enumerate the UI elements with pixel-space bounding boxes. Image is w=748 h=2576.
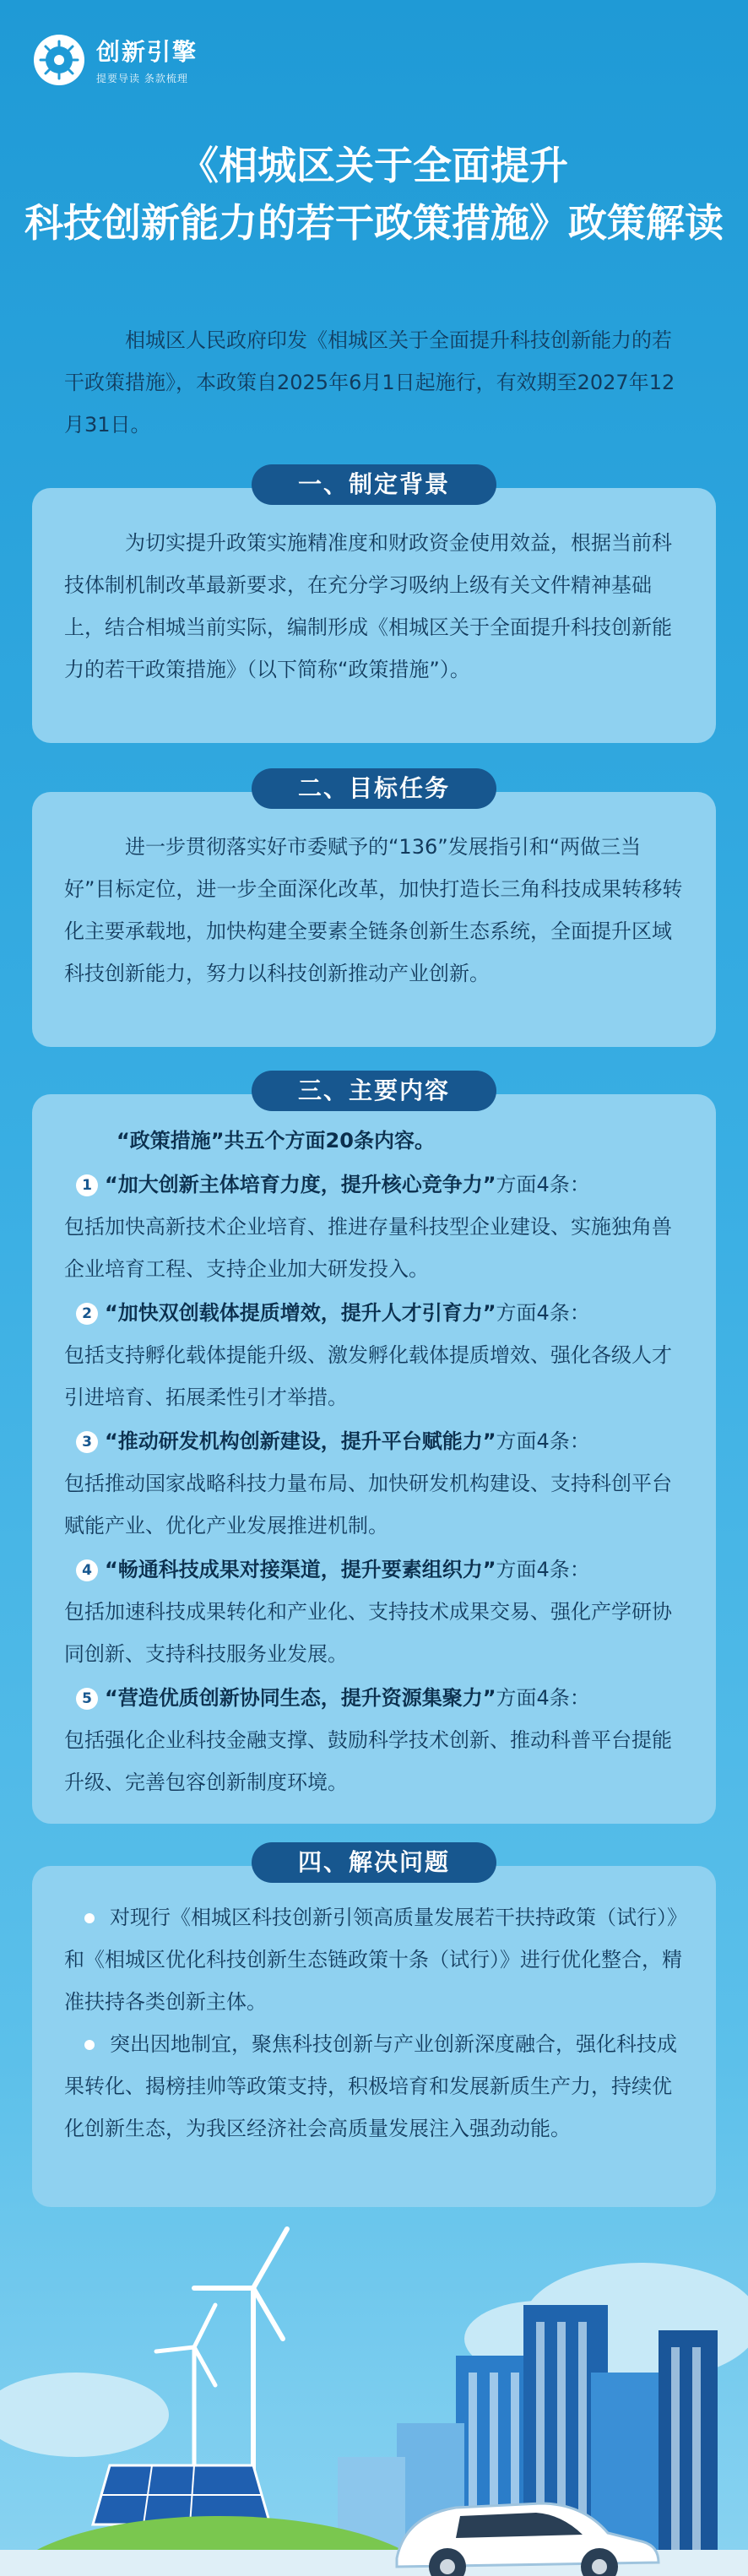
solar-panel-icon: [93, 2465, 270, 2524]
section-goals-badge: 二、目标任务: [252, 768, 496, 809]
section-goals-card: [32, 792, 716, 1047]
content-item-5-desc: 包括强化企业科技金融支撑、鼓励科学技术创新、推动科普平台提能升级、完善包容创新制度环境。: [64, 1728, 672, 1794]
bullet-dot-icon: [84, 1913, 95, 1923]
problem-text: 突出因地制宜，聚焦科技创新与产业创新深度融合，强化科技成果转化、揭榜挂帅等政策支持，积极培育和发展新质生产力，持续优化创新生态，为我区经济社会高质量发展注入强劲动能。: [64, 2032, 677, 2140]
problem-text: 对现行《相城区科技创新引领高质量发展若干扶持政策（试行）》和《相城区优化科技创新生态链政策十条（试行）》进行优化整合，精准扶持各类创新主体。: [64, 1906, 682, 2014]
item-title: “加快双创载体提质增效，提升人才引育力”: [105, 1301, 496, 1325]
section-content-card: [32, 1094, 716, 1824]
content-item-3-desc: 包括推动国家战略科技力量布局、加快研发机构建设、支持科创平台赋能产业、优化产业发展推进机制。: [64, 1472, 672, 1537]
title-line-1: 《相城区关于全面提升: [180, 143, 568, 188]
content-item-3: [64, 1420, 686, 1462]
content-lead: “政策措施”共五个方面20条内容。: [117, 1129, 435, 1152]
problem-bullet-2: [64, 2023, 686, 2150]
problem-bullet-1: [64, 1896, 686, 2023]
item-title: “畅通科技成果对接渠道，提升要素组织力”: [105, 1558, 496, 1581]
title-line-2: 科技创新能力的若干政策措施》政策解读: [24, 200, 724, 246]
item-count: 方面4条：: [496, 1429, 590, 1453]
brand-logo: [34, 34, 198, 85]
city-illustration: [0, 2195, 748, 2576]
content-item-5: [64, 1677, 686, 1719]
item-number-icon: 3: [76, 1431, 98, 1453]
item-count: 方面4条：: [496, 1558, 590, 1581]
item-number-icon: 5: [76, 1688, 98, 1710]
section-background-badge: 一、制定背景: [252, 464, 496, 505]
item-title: “营造优质创新协同生态，提升资源集聚力”: [105, 1686, 496, 1710]
content-item-1: [64, 1163, 686, 1206]
section-problems-badge: 四、解决问题: [252, 1842, 496, 1883]
content-item-4-desc: 包括加速科技成果转化和产业化、支持技术成果交易、强化产学研协同创新、支持科技服务业发展。: [64, 1600, 672, 1666]
content-item-1-desc: 包括加快高新技术企业培育、推进存量科技型企业建设、实施独角兽企业培育工程、支持企业加大研发投入。: [64, 1215, 672, 1281]
cloud-icon: [0, 2373, 169, 2457]
brain-logo-icon: [34, 35, 84, 85]
bullet-dot-icon: [84, 2040, 95, 2050]
item-number-icon: 2: [76, 1303, 98, 1325]
intro-paragraph: 相城区人民政府印发《相城区关于全面提升科技创新能力的若干政策措施》，本政策自2025年6月1日起施行，有效期至2027年12月31日。: [64, 328, 675, 437]
section-background-card: [32, 488, 716, 743]
item-number-icon: 4: [76, 1559, 98, 1581]
section-content-badge: 三、主要内容: [252, 1071, 496, 1111]
section-problems-card: [32, 1866, 716, 2207]
item-number-icon: 1: [76, 1174, 98, 1196]
section-background-text: 为切实提升政策实施精准度和财政资金使用效益，根据当前科技体制机制改革最新要求，在充分学习吸纳上级有关文件精神基础上，结合相城当前实际，编制形成《相城区关于全面提升科技创新能力的若干政策措施》（以下简称“政策措施”）。: [64, 531, 672, 681]
item-count: 方面4条：: [496, 1686, 590, 1710]
item-title: “推动研发机构创新建设，提升平台赋能力”: [105, 1429, 496, 1453]
logo-name: 创新引擎: [96, 38, 198, 66]
logo-subtitle: 提要导读 条款梳理: [96, 73, 188, 84]
item-title: “加大创新主体培育力度，提升核心竞争力”: [105, 1173, 496, 1196]
item-count: 方面4条：: [496, 1301, 590, 1325]
content-item-2: [64, 1292, 686, 1334]
content-item-2-desc: 包括支持孵化载体提能升级、激发孵化载体提质增效、强化各级人才引进培育、拓展柔性引才举措。: [64, 1343, 672, 1409]
section-goals-text: 进一步贯彻落实好市委赋予的“136”发展指引和“两做三当好”目标定位，进一步全面深化改革，加快打造长三角科技成果转移转化主要承载地，加快构建全要素全链条创新生态系统，全面提升区域科技创新能力，努力以科技创新推动产业创新。: [64, 835, 683, 985]
item-count: 方面4条：: [496, 1173, 590, 1196]
content-item-4: [64, 1548, 686, 1591]
